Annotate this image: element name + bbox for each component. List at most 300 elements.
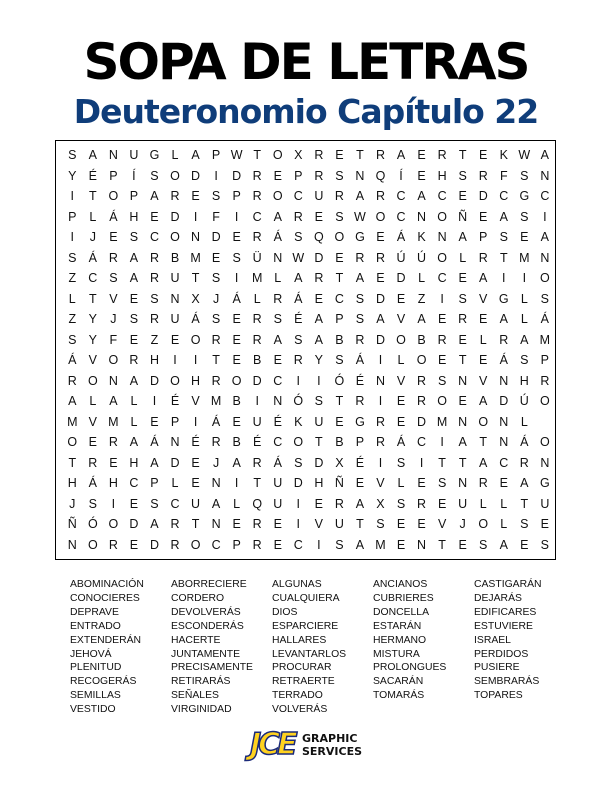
grid-cell[interactable]: M <box>539 332 551 347</box>
grid-cell[interactable]: M <box>108 414 119 429</box>
grid-cell[interactable]: E <box>170 332 180 347</box>
grid-cell[interactable]: W <box>230 148 243 162</box>
grid-cell[interactable]: E <box>129 496 139 511</box>
grid-cell[interactable]: D <box>170 455 180 470</box>
grid-cell[interactable]: I <box>214 168 218 183</box>
grid-cell[interactable]: O <box>539 435 550 449</box>
grid-cell[interactable]: A <box>355 537 365 552</box>
grid-cell[interactable]: I <box>522 271 527 285</box>
grid-cell[interactable]: E <box>232 517 241 531</box>
grid-cell[interactable]: O <box>272 148 283 162</box>
grid-cell[interactable]: C <box>211 537 221 552</box>
grid-cell[interactable]: Á <box>396 230 406 244</box>
grid-cell[interactable]: L <box>459 250 467 265</box>
grid-cell[interactable]: L <box>500 496 508 511</box>
grid-cell[interactable]: C <box>293 189 303 203</box>
grid-cell[interactable]: R <box>252 332 262 347</box>
grid-cell[interactable]: S <box>232 250 241 265</box>
grid-cell[interactable]: E <box>458 271 467 285</box>
grid-cell[interactable]: D <box>211 230 221 244</box>
grid-cell[interactable]: I <box>193 209 198 224</box>
grid-cell[interactable]: B <box>232 394 241 408</box>
grid-cell[interactable]: Á <box>68 353 77 367</box>
grid-cell[interactable]: T <box>499 250 508 265</box>
grid-cell[interactable]: F <box>499 168 508 183</box>
grid-cell[interactable]: C <box>273 435 283 449</box>
grid-cell[interactable]: R <box>519 455 529 470</box>
grid-cell[interactable]: E <box>211 250 221 265</box>
grid-cell[interactable]: E <box>479 312 488 326</box>
grid-cell[interactable]: M <box>375 537 386 552</box>
grid-cell[interactable]: E <box>232 414 241 429</box>
grid-cell[interactable]: E <box>396 414 406 429</box>
grid-cell[interactable]: U <box>540 496 550 511</box>
grid-cell[interactable]: N <box>499 373 509 388</box>
grid-cell[interactable]: O <box>67 435 78 449</box>
grid-cell[interactable]: A <box>232 455 241 470</box>
grid-cell[interactable]: G <box>498 291 509 306</box>
grid-cell[interactable]: I <box>152 394 157 408</box>
grid-cell[interactable]: O <box>539 394 550 408</box>
grid-cell[interactable]: P <box>170 414 180 429</box>
grid-cell[interactable]: E <box>437 353 447 367</box>
grid-cell[interactable]: R <box>108 435 118 449</box>
grid-cell[interactable]: R <box>314 148 324 162</box>
grid-cell[interactable]: O <box>478 517 489 531</box>
grid-cell[interactable]: L <box>68 291 76 306</box>
grid-cell[interactable]: V <box>437 517 447 531</box>
grid-cell[interactable]: P <box>335 312 344 326</box>
grid-cell[interactable]: Z <box>417 291 426 306</box>
grid-cell[interactable]: I <box>193 414 198 429</box>
grid-cell[interactable]: V <box>314 517 323 531</box>
grid-cell[interactable]: Y <box>88 332 97 347</box>
grid-cell[interactable]: C <box>149 230 159 244</box>
grid-cell[interactable]: E <box>129 291 139 306</box>
grid-cell[interactable]: Á <box>499 353 508 367</box>
grid-cell[interactable]: I <box>111 496 116 511</box>
grid-cell[interactable]: V <box>191 394 200 408</box>
grid-cell[interactable]: E <box>109 455 118 470</box>
grid-cell[interactable]: E <box>479 148 488 162</box>
grid-cell[interactable]: L <box>89 394 97 408</box>
grid-cell[interactable]: O <box>231 373 242 388</box>
grid-cell[interactable]: N <box>417 537 427 552</box>
grid-cell[interactable]: V <box>479 291 488 306</box>
grid-cell[interactable]: E <box>314 496 323 511</box>
grid-cell[interactable]: Á <box>211 414 221 429</box>
grid-cell[interactable]: A <box>355 496 365 511</box>
grid-cell[interactable]: S <box>335 209 344 224</box>
grid-cell[interactable]: A <box>109 394 118 408</box>
grid-cell[interactable]: T <box>191 271 200 285</box>
grid-cell[interactable]: D <box>293 476 303 490</box>
grid-cell[interactable]: I <box>255 394 259 408</box>
grid-cell[interactable]: A <box>540 230 550 244</box>
grid-cell[interactable]: R <box>375 148 385 162</box>
grid-cell[interactable]: I <box>317 373 321 388</box>
grid-cell[interactable]: U <box>458 496 468 511</box>
grid-cell[interactable]: S <box>458 291 467 306</box>
grid-cell[interactable]: V <box>396 312 406 326</box>
grid-cell[interactable]: W <box>292 250 305 265</box>
grid-cell[interactable]: O <box>437 394 447 408</box>
grid-cell[interactable]: E <box>150 209 159 224</box>
grid-cell[interactable]: S <box>437 373 447 388</box>
grid-cell[interactable]: L <box>479 496 487 511</box>
grid-cell[interactable]: E <box>396 291 406 306</box>
grid-cell[interactable]: A <box>129 373 139 388</box>
grid-cell[interactable]: N <box>540 250 550 265</box>
grid-cell[interactable]: J <box>89 230 96 244</box>
grid-cell[interactable]: C <box>499 189 509 203</box>
grid-cell[interactable]: F <box>212 209 220 224</box>
grid-cell[interactable]: M <box>67 414 78 429</box>
grid-cell[interactable]: Y <box>88 312 97 326</box>
grid-cell[interactable]: A <box>68 394 77 408</box>
grid-cell[interactable]: R <box>540 373 550 388</box>
grid-cell[interactable]: Ü <box>252 250 262 265</box>
grid-cell[interactable]: S <box>335 353 344 367</box>
grid-cell[interactable]: S <box>335 537 344 552</box>
grid-cell[interactable]: O <box>170 230 180 244</box>
grid-cell[interactable]: S <box>335 168 344 183</box>
grid-cell[interactable]: D <box>170 209 180 224</box>
grid-cell[interactable]: I <box>234 271 239 285</box>
grid-cell[interactable]: L <box>130 394 138 408</box>
grid-cell[interactable]: A <box>273 209 282 224</box>
grid-cell[interactable]: R <box>437 148 447 162</box>
grid-cell[interactable]: Ñ <box>334 476 344 490</box>
grid-cell[interactable]: C <box>396 189 406 203</box>
grid-cell[interactable]: A <box>355 271 365 285</box>
grid-cell[interactable]: Ú <box>519 394 529 408</box>
grid-cell[interactable]: G <box>149 148 160 162</box>
grid-cell[interactable]: É <box>191 435 200 449</box>
grid-cell[interactable]: R <box>314 168 324 183</box>
grid-cell[interactable]: L <box>171 476 179 490</box>
grid-cell[interactable]: R <box>108 537 118 552</box>
grid-cell[interactable]: A <box>129 271 139 285</box>
grid-cell[interactable]: I <box>440 291 444 306</box>
grid-cell[interactable]: E <box>335 148 344 162</box>
grid-cell[interactable]: B <box>232 435 241 449</box>
grid-cell[interactable]: É <box>170 394 180 408</box>
grid-cell[interactable]: I <box>378 394 383 408</box>
grid-cell[interactable]: I <box>502 271 506 285</box>
grid-cell[interactable]: R <box>252 312 262 326</box>
grid-cell[interactable]: Q <box>252 496 263 511</box>
grid-cell[interactable]: T <box>479 435 488 449</box>
grid-cell[interactable]: I <box>296 373 301 388</box>
grid-cell[interactable]: H <box>314 476 324 490</box>
grid-cell[interactable]: S <box>499 230 508 244</box>
grid-cell[interactable]: S <box>294 332 303 347</box>
grid-cell[interactable]: S <box>211 312 221 326</box>
grid-cell[interactable]: E <box>273 517 282 531</box>
grid-cell[interactable]: S <box>376 517 385 531</box>
grid-cell[interactable]: N <box>540 455 550 470</box>
grid-cell[interactable]: B <box>170 250 180 265</box>
grid-cell[interactable]: E <box>129 332 139 347</box>
grid-cell[interactable]: T <box>335 271 344 285</box>
grid-cell[interactable]: O <box>170 373 180 388</box>
grid-cell[interactable]: Z <box>68 271 77 285</box>
grid-cell[interactable]: E <box>191 455 200 470</box>
grid-cell[interactable]: E <box>396 517 406 531</box>
grid-cell[interactable]: S <box>540 291 550 306</box>
grid-cell[interactable]: H <box>129 209 139 224</box>
grid-cell[interactable]: L <box>171 148 179 162</box>
grid-cell[interactable]: L <box>418 271 426 285</box>
grid-cell[interactable]: Z <box>68 312 77 326</box>
grid-cell[interactable]: C <box>170 496 180 511</box>
grid-cell[interactable]: D <box>499 394 509 408</box>
grid-cell[interactable]: E <box>540 517 550 531</box>
grid-cell[interactable]: L <box>520 312 528 326</box>
grid-cell[interactable]: I <box>296 496 301 511</box>
grid-cell[interactable]: I <box>378 353 383 367</box>
grid-cell[interactable]: E <box>520 230 529 244</box>
grid-cell[interactable]: T <box>253 476 262 490</box>
grid-cell[interactable]: O <box>272 189 283 203</box>
grid-cell[interactable]: E <box>520 537 529 552</box>
grid-cell[interactable]: I <box>296 517 301 531</box>
grid-cell[interactable]: C <box>273 373 283 388</box>
grid-cell[interactable]: T <box>458 148 467 162</box>
grid-cell[interactable]: A <box>294 271 303 285</box>
grid-cell[interactable]: T <box>458 455 467 470</box>
grid-cell[interactable]: H <box>67 476 77 490</box>
grid-cell[interactable]: T <box>438 537 446 552</box>
grid-cell[interactable]: A <box>499 312 508 326</box>
grid-cell[interactable]: Í <box>399 168 403 183</box>
grid-cell[interactable]: N <box>191 230 201 244</box>
grid-cell[interactable]: S <box>211 271 221 285</box>
grid-cell[interactable]: E <box>376 230 385 244</box>
grid-cell[interactable]: Á <box>520 435 529 449</box>
grid-cell[interactable]: D <box>314 250 324 265</box>
grid-cell[interactable]: D <box>314 455 324 470</box>
grid-cell[interactable]: J <box>212 455 220 470</box>
grid-cell[interactable]: T <box>458 353 467 367</box>
grid-cell[interactable]: S <box>520 353 529 367</box>
grid-cell[interactable]: A <box>314 312 323 326</box>
grid-cell[interactable]: I <box>234 209 239 224</box>
grid-cell[interactable]: V <box>109 291 118 306</box>
grid-cell[interactable]: D <box>129 517 139 531</box>
grid-cell[interactable]: R <box>170 517 180 531</box>
grid-cell[interactable]: Á <box>396 435 406 449</box>
grid-cell[interactable]: S <box>540 537 550 552</box>
grid-cell[interactable]: S <box>458 168 467 183</box>
grid-cell[interactable] <box>535 412 556 433</box>
grid-cell[interactable]: N <box>170 291 180 306</box>
grid-cell[interactable]: S <box>396 455 406 470</box>
grid-cell[interactable]: J <box>459 517 466 531</box>
grid-cell[interactable]: N <box>108 148 118 162</box>
grid-cell[interactable]: E <box>499 476 508 490</box>
grid-cell[interactable]: A <box>458 435 467 449</box>
grid-cell[interactable]: Á <box>88 476 97 490</box>
grid-cell[interactable]: I <box>70 189 75 203</box>
grid-cell[interactable]: I <box>70 230 75 244</box>
grid-cell[interactable]: É <box>273 414 282 429</box>
grid-cell[interactable]: D <box>252 373 262 388</box>
grid-cell[interactable]: E <box>396 537 406 552</box>
grid-cell[interactable]: S <box>129 230 139 244</box>
grid-cell[interactable]: U <box>314 414 324 429</box>
grid-cell[interactable]: N <box>437 230 447 244</box>
grid-cell[interactable]: E <box>150 414 159 429</box>
grid-cell[interactable]: U <box>170 271 180 285</box>
grid-cell[interactable]: S <box>294 230 303 244</box>
grid-cell[interactable]: D <box>375 332 385 347</box>
grid-cell[interactable]: V <box>396 373 406 388</box>
grid-cell[interactable]: A <box>88 148 97 162</box>
grid-cell[interactable]: N <box>273 394 283 408</box>
grid-cell[interactable]: A <box>479 455 488 470</box>
grid-cell[interactable]: E <box>314 209 323 224</box>
grid-cell[interactable]: C <box>437 271 447 285</box>
grid-cell[interactable]: O <box>108 353 119 367</box>
grid-cell[interactable]: T <box>438 455 446 470</box>
grid-cell[interactable]: X <box>335 455 344 470</box>
grid-cell[interactable]: L <box>253 291 261 306</box>
grid-cell[interactable]: O <box>293 435 304 449</box>
grid-cell[interactable]: B <box>335 435 344 449</box>
grid-cell[interactable]: R <box>252 517 262 531</box>
grid-cell[interactable]: D <box>232 168 242 183</box>
grid-cell[interactable]: T <box>89 291 97 306</box>
grid-cell[interactable]: C <box>540 189 550 203</box>
grid-cell[interactable]: R <box>478 168 488 183</box>
grid-cell[interactable]: E <box>232 332 241 347</box>
grid-cell[interactable]: E <box>437 496 447 511</box>
grid-cell[interactable]: Á <box>540 312 550 326</box>
grid-cell[interactable]: E <box>396 394 406 408</box>
grid-cell[interactable]: Á <box>273 455 282 470</box>
grid-cell[interactable]: M <box>251 271 263 285</box>
grid-cell[interactable]: V <box>376 476 385 490</box>
grid-cell[interactable]: É <box>88 168 97 183</box>
grid-cell[interactable]: R <box>355 250 365 265</box>
grid-cell[interactable]: A <box>396 148 406 162</box>
grid-cell[interactable]: N <box>458 373 468 388</box>
grid-cell[interactable]: J <box>212 291 220 306</box>
grid-cell[interactable]: Á <box>294 291 303 306</box>
grid-cell[interactable]: N <box>375 373 385 388</box>
grid-cell[interactable]: R <box>170 189 180 203</box>
grid-cell[interactable]: E <box>437 312 447 326</box>
grid-cell[interactable]: A <box>520 476 529 490</box>
grid-cell[interactable]: S <box>355 312 365 326</box>
grid-cell[interactable]: R <box>129 353 139 367</box>
grid-cell[interactable]: N <box>211 476 221 490</box>
grid-cell[interactable]: D <box>149 373 159 388</box>
grid-cell[interactable]: E <box>417 476 426 490</box>
grid-cell[interactable]: L <box>397 476 405 490</box>
grid-cell[interactable]: T <box>356 148 364 162</box>
grid-cell[interactable]: Á <box>273 230 282 244</box>
grid-cell[interactable]: R <box>293 353 303 367</box>
grid-cell[interactable]: S <box>129 312 139 326</box>
grid-cell[interactable]: L <box>520 291 528 306</box>
grid-cell[interactable]: O <box>437 209 447 224</box>
grid-cell[interactable]: A <box>479 271 488 285</box>
grid-cell[interactable]: H <box>129 455 139 470</box>
grid-cell[interactable]: É <box>355 373 365 388</box>
grid-cell[interactable]: E <box>458 332 467 347</box>
grid-cell[interactable]: E <box>335 414 344 429</box>
grid-cell[interactable]: E <box>376 271 385 285</box>
grid-cell[interactable]: R <box>273 291 283 306</box>
grid-cell[interactable]: X <box>191 291 200 306</box>
grid-cell[interactable]: N <box>458 414 468 429</box>
grid-cell[interactable]: O <box>539 271 550 285</box>
grid-cell[interactable]: C <box>396 209 406 224</box>
grid-cell[interactable]: Q <box>313 230 324 244</box>
grid-cell[interactable]: B <box>253 353 262 367</box>
grid-cell[interactable]: A <box>211 496 221 511</box>
grid-cell[interactable]: P <box>68 209 77 224</box>
grid-cell[interactable]: R <box>499 332 509 347</box>
grid-cell[interactable]: E <box>273 168 282 183</box>
grid-cell[interactable]: R <box>211 435 221 449</box>
grid-cell[interactable]: A <box>479 394 488 408</box>
grid-cell[interactable]: W <box>354 209 366 224</box>
grid-cell[interactable]: T <box>253 148 262 162</box>
grid-cell[interactable]: L <box>479 332 487 347</box>
grid-cell[interactable]: Z <box>150 332 159 347</box>
grid-cell[interactable]: Ñ <box>458 209 468 224</box>
grid-cell[interactable]: T <box>68 455 77 470</box>
grid-cell[interactable]: E <box>88 435 97 449</box>
grid-cell[interactable]: N <box>170 435 180 449</box>
grid-cell[interactable]: R <box>478 250 488 265</box>
grid-cell[interactable]: O <box>437 250 447 265</box>
grid-cell[interactable]: A <box>417 189 426 203</box>
grid-cell[interactable]: S <box>355 291 365 306</box>
grid-cell[interactable]: R <box>293 209 303 224</box>
grid-cell[interactable]: C <box>293 537 303 552</box>
grid-cell[interactable]: E <box>335 250 344 265</box>
grid-cell[interactable]: S <box>437 476 447 490</box>
grid-cell[interactable]: R <box>478 476 488 490</box>
grid-cell[interactable]: A <box>520 332 529 347</box>
grid-cell[interactable]: E <box>191 189 200 203</box>
grid-cell[interactable]: O <box>190 332 201 347</box>
grid-cell[interactable]: I <box>419 455 424 470</box>
grid-cell[interactable]: E <box>479 209 488 224</box>
grid-cell[interactable]: A <box>150 517 159 531</box>
grid-cell[interactable]: H <box>149 353 159 367</box>
grid-cell[interactable]: E <box>232 230 241 244</box>
grid-cell[interactable]: S <box>211 189 221 203</box>
grid-cell[interactable]: A <box>417 312 426 326</box>
grid-cell[interactable]: Y <box>68 168 77 183</box>
grid-cell[interactable]: É <box>355 455 365 470</box>
grid-cell[interactable]: S <box>314 394 323 408</box>
grid-cell[interactable]: G <box>355 230 365 244</box>
grid-cell[interactable]: E <box>314 291 323 306</box>
grid-cell[interactable]: D <box>149 537 159 552</box>
grid-cell[interactable]: X <box>376 496 385 511</box>
grid-cell[interactable]: P <box>232 189 241 203</box>
grid-cell[interactable]: S <box>294 455 303 470</box>
grid-cell[interactable]: I <box>317 537 321 552</box>
grid-cell[interactable]: S <box>273 312 282 326</box>
